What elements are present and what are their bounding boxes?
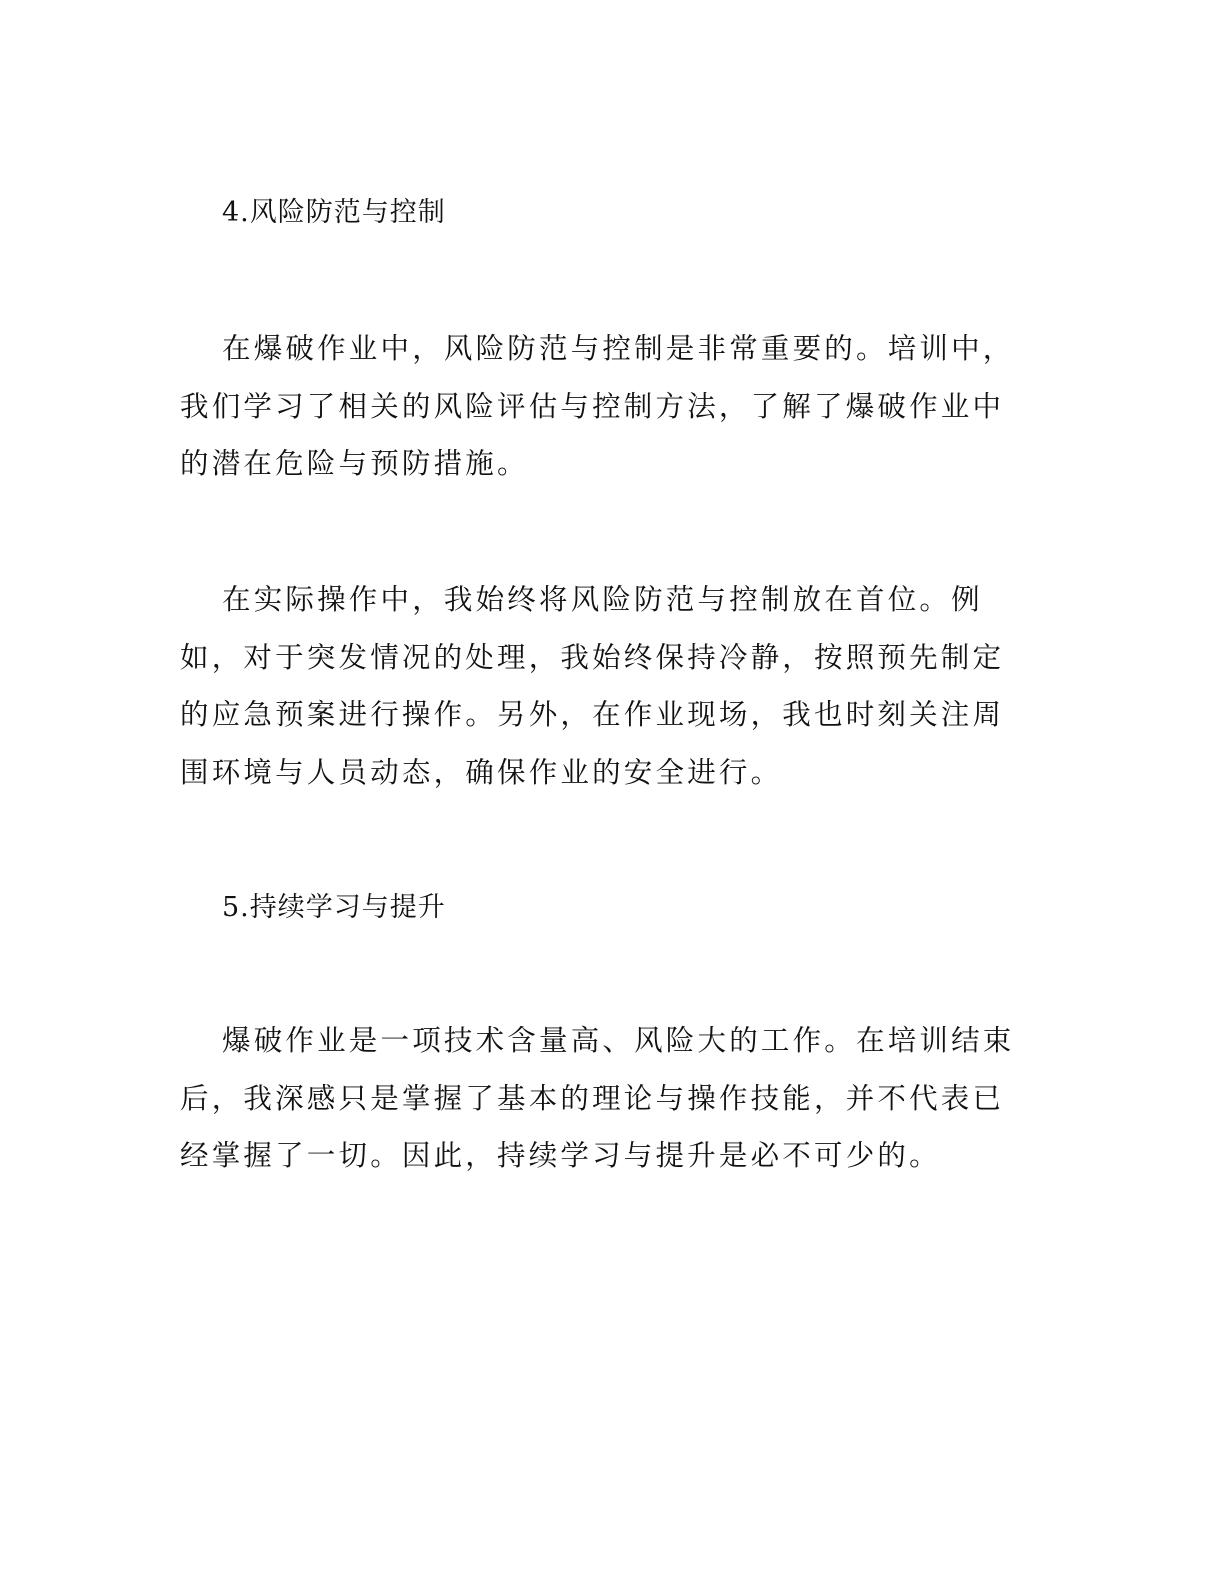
paragraph-risk-practice: 在实际操作中，我始终将风险防范与控制放在首位。例如，对于突发情况的处理，我始终保持冷静，按照预先制定的应急预案进行操作。另外，在作业现场，我也时刻关注周围环境与人员动态，确保作业的安全进行。 — [180, 583, 1005, 789]
paragraph-continuous-learning: 爆破作业是一项技术含量高、风险大的工作。在培训结束后，我深感只是掌握了基本的理论与操作技能，并不代表已经掌握了一切。因此，持续学习与提升是必不可少的。 — [180, 1024, 1015, 1172]
section-heading-risk-control: 4.风险防范与控制 — [222, 197, 446, 228]
paragraph-risk-training: 在爆破作业中，风险防范与控制是非常重要的。培训中，我们学习了相关的风险评估与控制方法，了解了爆破作业中的潜在危险与预防措施。 — [180, 332, 1015, 480]
section-heading-continuous-learning: 5.持续学习与提升 — [222, 892, 446, 923]
